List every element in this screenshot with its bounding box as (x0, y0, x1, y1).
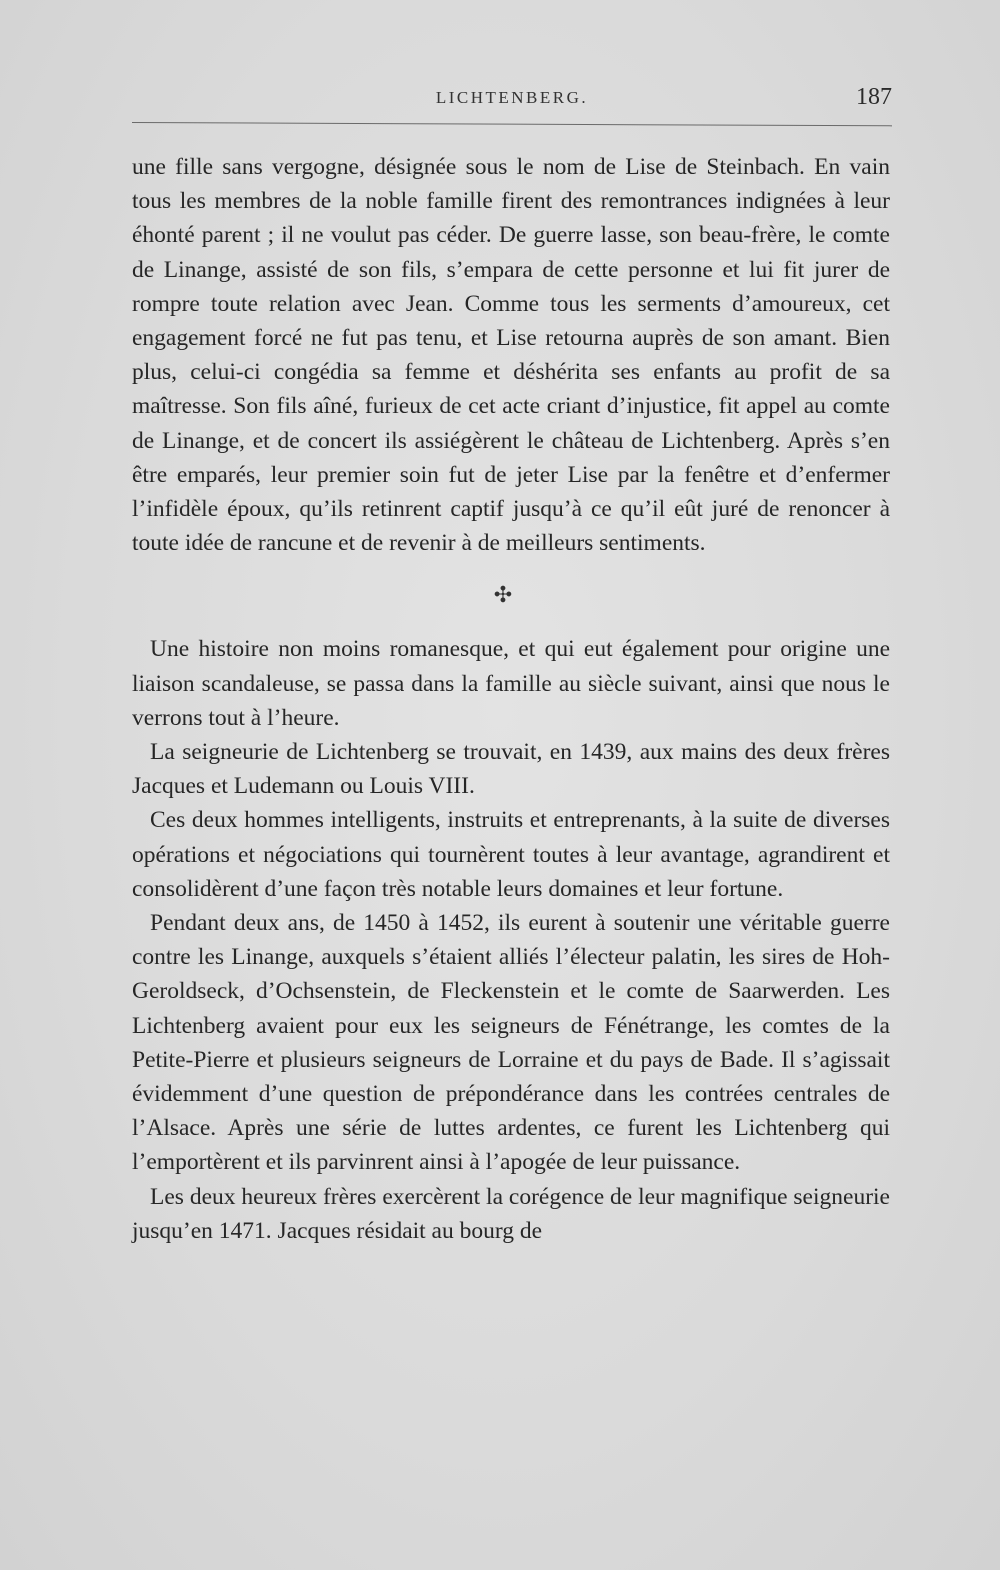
running-head (132, 80, 892, 120)
paragraph-5: Pendant deux ans, de 1450 à 1452, ils eurent à soutenir une véritable guerre contre les Linange, auxquels s’étaient alliés l’électeur palatin, les sires de Hoh-Geroldseck, d’Ochsenstein, de Fleckenstein et le comte de Saarwerden. Les Lichtenberg avaient pour eux les seigneurs de Fénétrange, les comtes de la Petite-Pierre et plusieurs seigneurs de Lorraine et du pays de Bade. Il s’agissait évidemment d’une question de prépondérance dans les contrées centrales de l’Alsace. Après une série de luttes ardentes, ce furent les Lichtenberg qui l’emportèrent et ils parvinrent ainsi à l’apogée de leur puissance. (132, 910, 890, 1176)
header-rule (132, 122, 892, 126)
paragraph-3: La seigneurie de Lichtenberg se trouvait, en 1439, aux mains des deux frères Jacques et Ludemann ou Louis VIII. (132, 739, 890, 800)
paragraph-2: Une histoire non moins romanesque, et qui eut également pour origine une liaison scandaleuse, se passa dans la famille au siècle suivant, ainsi que nous le verrons tout à l’heure. (132, 636, 890, 731)
page-number: 187 (856, 84, 892, 110)
paragraph-4: Ces deux hommes intelligents, instruits et entreprenants, à la suite de diverses opérations et négociations qui tournèrent toutes à leur avantage, agrandirent et consolidèrent d’une façon très notable leurs domaines et leur fortune. (132, 807, 890, 902)
body-text (132, 150, 890, 1248)
ornament-glyph: ✣ (493, 582, 513, 608)
running-title: LICHTENBERG. (435, 88, 589, 107)
section-ornament (132, 566, 890, 624)
paragraph-6: Les deux heureux frères exercèrent la corégence de leur magnifique seigneurie jusqu’en 1471. Jacques résidait au bourg de (132, 1183, 890, 1244)
paragraph-1: une fille sans vergogne, désignée sous le nom de Lise de Steinbach. En vain tous les membres de la noble famille firent des remontrances indignées à leur éhonté parent ; il ne voulut pas céder. De guerre lasse, son beau-frère, le comte de Linange, assisté de son fils, s’empara de cette personne et lui fit jurer de rompre toute relation avec Jean. Comme tous les serments d’amoureux, cet engagement forcé ne fut pas tenu, et Lise retourna auprès de son amant. Bien plus, celui-ci congédia sa femme et déshérita ses enfants au profit de sa maîtresse. Son fils aîné, furieux de cet acte criant d’injustice, fit appel au comte de Linange, et de concert ils assiégèrent le château de Lichtenberg. Après s’en être emparés, leur premier soin fut de jeter Lise par la fenêtre et d’enfermer l’infidèle époux, qu’ils retinrent captif jusqu’à ce qu’il eût juré de renoncer à toute idée de rancune et de revenir à de meilleurs sentiments. (132, 154, 890, 557)
